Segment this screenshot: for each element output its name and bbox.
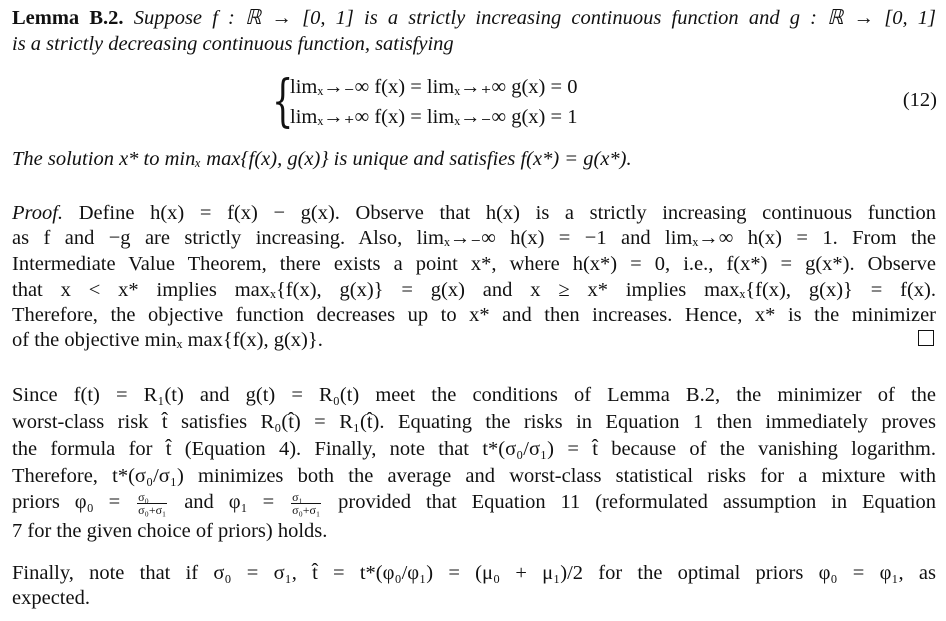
fraction-phi0-den: σ₀+σ₁ <box>138 502 167 517</box>
lemma-label: Lemma B.2. <box>12 7 124 29</box>
fraction-phi1 <box>291 491 321 516</box>
proof-line-5: Therefore, the objective function decreases up to x* and then increases. Hence, x* is the minimizer <box>12 304 936 326</box>
proof-line-4: that x < x* implies maxₓ{f(x), g(x)} = g(x) and x ≥ x* implies maxₓ{f(x), g(x)} = f(x). <box>12 279 936 301</box>
para1-line-3: the formula for t̂ (Equation 4). Finally, note that t*(σ₀/σ₁) = t̂ because of the vanishing logarithm. <box>12 438 936 460</box>
proof-text-1: Define h(x) = f(x) − g(x). Observe that h(x) is a strictly increasing continuous function <box>78 202 937 224</box>
para2-line-1: Finally, note that if σ₀ = σ₁, t̂ = t*(φ₀/φ₁) = (μ₀ + μ₁)/2 for the optimal priors φ₀ = φ₁, as <box>12 562 936 584</box>
para2-line-2: expected. <box>12 587 90 609</box>
para1-priors-b: and φ₁ = <box>184 491 275 513</box>
qed-box <box>918 330 934 346</box>
para1-priors-c: provided that Equation 11 (reformulated assumption in Equation <box>338 491 937 513</box>
para1-line-2: worst-class risk t̂ satisfies R₀(t̂) = R₁(t̂). Equating the risks in Equation 1 then immediately proves <box>12 411 936 433</box>
para1-priors-a: priors φ₀ = <box>12 491 121 513</box>
equation-brace: { <box>272 69 294 134</box>
proof-line-6: of the objective minₓ max{f(x), g(x)}. <box>12 329 323 351</box>
lemma-line-2: is a strictly decreasing continuous function, satisfying <box>12 33 454 55</box>
fraction-phi0 <box>137 491 167 516</box>
para1-line-6: 7 for the given choice of priors) holds. <box>12 520 328 542</box>
proof-line-1 <box>12 201 936 225</box>
equation-row-2: limₓ→₊∞ f(x) = limₓ→₋∞ g(x) = 1 <box>290 106 578 128</box>
para1-line-4: Therefore, t*(σ₀/σ₁) minimizes both the average and worst-class statistical risks for a mixture with <box>12 465 936 487</box>
proof-label: Proof. <box>12 202 64 224</box>
fraction-phi1-den: σ₀+σ₁ <box>292 502 321 517</box>
fraction-phi1-num: σ₁ <box>291 491 321 504</box>
proof-line-2: as f and −g are strictly increasing. Also, limₓ→₋∞ h(x) = −1 and limₓ→∞ h(x) = 1. From the <box>12 227 936 249</box>
fraction-phi0-num: σ₀ <box>137 491 167 504</box>
lemma-statement-1: Suppose f : ℝ → [0, 1] is a strictly increasing continuous function and g : ℝ → [0, 1] <box>133 7 937 29</box>
equation-number: (12) <box>902 89 937 111</box>
para1-line-1: Since f(t) = R₁(t) and g(t) = R₀(t) meet the conditions of Lemma B.2, the minimizer of the <box>12 384 936 406</box>
equation-row-1: limₓ→₋∞ f(x) = limₓ→₊∞ g(x) = 0 <box>290 76 578 98</box>
lemma-line-1 <box>12 6 936 30</box>
lemma-conclusion: The solution x* to minₓ max{f(x), g(x)} is unique and satisfies f(x*) = g(x*). <box>12 148 632 170</box>
proof-line-3: Intermediate Value Theorem, there exists a point x*, where h(x*) = 0, i.e., f(x*) = g(x*). Observe <box>12 253 936 275</box>
para1-line-5 <box>12 490 936 516</box>
